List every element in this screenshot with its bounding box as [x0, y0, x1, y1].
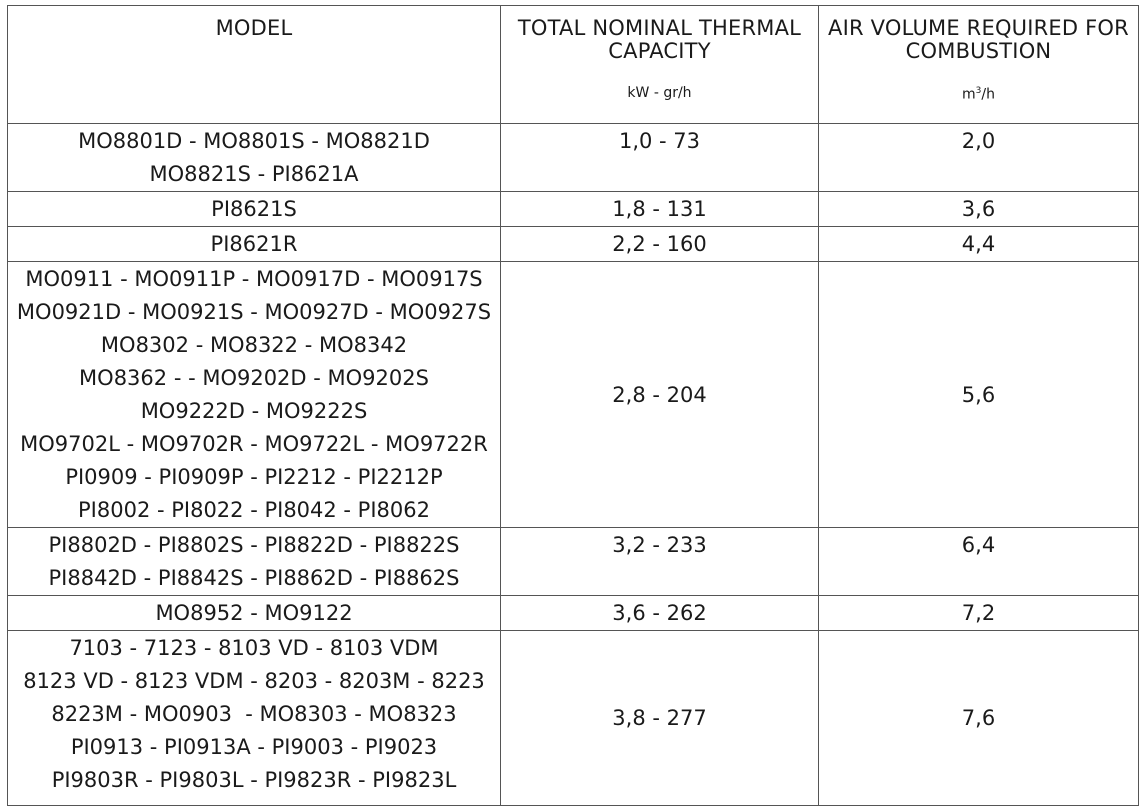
air-value: 4,4 — [961, 232, 996, 256]
header-air-label: AIR VOLUME REQUIRED FOR COMBUSTION — [828, 16, 1129, 63]
model-line: PI8621R — [210, 232, 298, 256]
model-line: PI8842D - PI8842S - PI8862D - PI8862S — [48, 566, 460, 590]
model-line: PI9803R - PI9803L - PI9823R - PI9823L — [51, 768, 457, 792]
model-cell — [8, 528, 501, 596]
table-row — [8, 124, 1139, 192]
header-air — [819, 6, 1139, 124]
air-cell — [819, 528, 1139, 596]
model-line: MO0911 - MO0911P - MO0917D - MO0917S — [25, 267, 483, 291]
air-value: 7,2 — [961, 601, 996, 625]
model-line: PI8002 - PI8022 - PI8042 - PI8062 — [78, 498, 430, 522]
table-row — [8, 227, 1139, 262]
capacity-value: 3,2 - 233 — [612, 533, 707, 557]
specs-table — [7, 5, 1139, 806]
capacity-value: 2,2 - 160 — [612, 232, 707, 256]
capacity-cell — [501, 192, 819, 227]
capacity-cell — [501, 262, 819, 528]
model-line: MO8801D - MO8801S - MO8821D — [78, 129, 430, 153]
capacity-value: 1,0 - 73 — [618, 129, 701, 153]
table-row — [8, 192, 1139, 227]
air-cell — [819, 262, 1139, 528]
model-line: PI8802D - PI8802S - PI8822D - PI8822S — [48, 533, 460, 557]
model-line: PI0909 - PI0909P - PI2212 - PI2212P — [65, 465, 443, 489]
model-cell — [8, 192, 501, 227]
capacity-value: 3,8 - 277 — [612, 706, 707, 730]
header-capacity — [501, 6, 819, 124]
model-line: 7103 - 7123 - 8103 VD - 8103 VDM — [69, 636, 439, 660]
header-row — [8, 6, 1139, 124]
capacity-cell — [501, 124, 819, 192]
capacity-value: 3,6 - 262 — [612, 601, 707, 625]
air-cell — [819, 227, 1139, 262]
air-cell — [819, 631, 1139, 806]
header-air-unit: $m^3/h$ — [962, 86, 995, 103]
header-model — [8, 6, 501, 124]
model-line: MO9702L - MO9702R - MO9722L - MO9722R — [20, 432, 488, 456]
air-cell — [819, 192, 1139, 227]
model-line: 8223M - MO0903 - MO8303 - MO8323 — [51, 702, 457, 726]
capacity-cell — [501, 596, 819, 631]
model-cell — [8, 124, 501, 192]
model-cell — [8, 227, 501, 262]
model-line: MO8302 - MO8322 - MO8342 — [100, 333, 408, 357]
air-cell — [819, 596, 1139, 631]
capacity-cell — [501, 631, 819, 806]
header-capacity-label: TOTAL NOMINAL THERMAL CAPACITY — [517, 16, 802, 63]
air-value: 6,4 — [961, 533, 996, 557]
model-line: MO8362 - - MO9202D - MO9202S — [79, 366, 429, 390]
air-cell — [819, 124, 1139, 192]
model-cell — [8, 596, 501, 631]
model-line: MO9222D - MO9222S — [140, 399, 368, 423]
model-line: PI0913 - PI0913A - PI9003 - PI9023 — [70, 735, 438, 759]
table-row — [8, 262, 1139, 528]
capacity-value: 1,8 - 131 — [612, 197, 707, 221]
model-line: 8123 VD - 8123 VDM - 8203 - 8203M - 8223 — [23, 669, 485, 693]
table-row — [8, 631, 1139, 806]
header-capacity-unit: kW - gr/h — [627, 85, 692, 101]
model-line: MO8952 - MO9122 — [155, 601, 353, 625]
model-line: PI8621S — [211, 197, 297, 221]
air-value: 7,6 — [961, 706, 996, 730]
header-model-label: MODEL — [215, 16, 293, 40]
model-cell — [8, 631, 501, 806]
table-row — [8, 596, 1139, 631]
air-value: 2,0 — [961, 129, 996, 153]
model-line: MO8821S - PI8621A — [149, 162, 359, 186]
capacity-value: 2,8 - 204 — [612, 382, 707, 407]
model-cell — [8, 262, 501, 528]
capacity-cell — [501, 528, 819, 596]
air-value: 5,6 — [961, 382, 996, 407]
model-line: MO0921D - MO0921S - MO0927D - MO0927S — [16, 300, 492, 324]
air-value: 3,6 — [961, 197, 996, 221]
table-row — [8, 528, 1139, 596]
capacity-cell — [501, 227, 819, 262]
